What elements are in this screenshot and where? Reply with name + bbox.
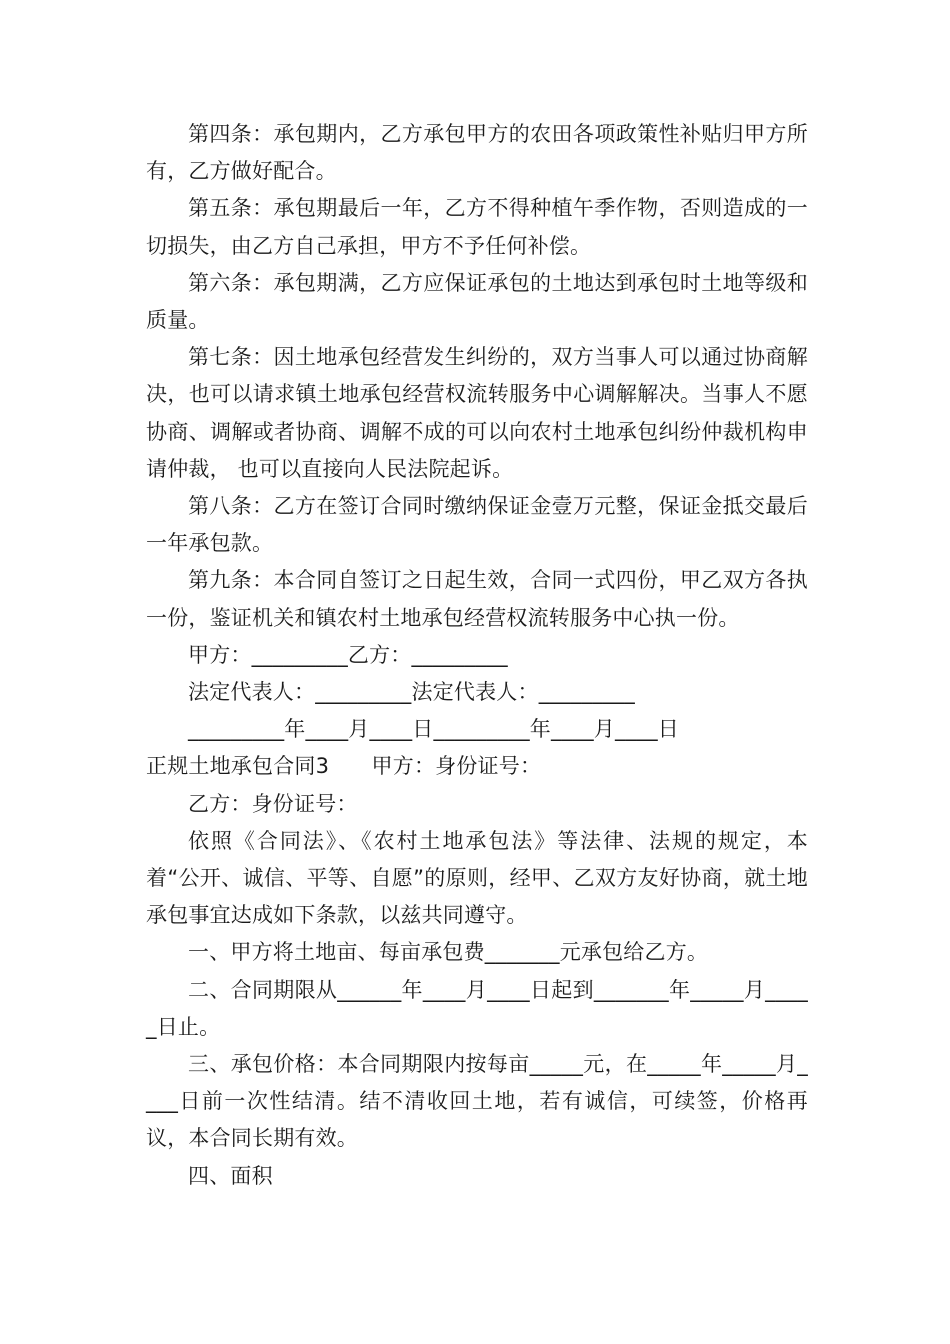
signature-dates-line: _________年____月____日_________年____月____日: [188, 717, 679, 742]
clause-5: 第五条：承包期最后一年，乙方不得种植午季作物，否则造成的一切损失，由乙方自己承担，甲方不予任何补偿。: [146, 196, 808, 258]
clause-7: 第七条：因土地承包经营发生纠纷的，双方当事人可以通过协商解决，也可以请求镇土地承包经营权流转服务中心调解解决。当事人不愿协商、调解或者协商、调解不成的可以向农村土地承包纠纷仲裁机构申请仲裁， 也可以直接向人民法院起诉。: [146, 345, 808, 481]
section-3: 三、承包价格：本合同期限内按每亩_____元，在_____年_____月____日前一次性结清。结不清收回土地，若有诚信，可续签，价格再议，本合同长期有效。: [146, 1052, 808, 1151]
clause-8: 第八条：乙方在签订合同时缴纳保证金壹万元整，保证金抵交最后一年承包款。: [146, 494, 808, 556]
clause-4: 第四条：承包期内，乙方承包甲方的农田各项政策性补贴归甲方所有，乙方做好配合。: [146, 122, 808, 184]
party-b-id-line: 乙方：身份证号：: [188, 791, 358, 816]
signature-representatives-line: 法定代表人：_________法定代表人：_________: [188, 680, 635, 705]
section-2: 二、合同期限从______年____月____日起到_______年_____月_____日止。: [146, 977, 808, 1039]
contract-3-heading-line: 正规土地承包合同3 甲方：身份证号：: [146, 754, 542, 779]
section-1: 一、甲方将土地亩、每亩承包费_______元承包给乙方。: [188, 940, 709, 965]
section-4: 四、面积: [188, 1163, 273, 1188]
contract-document: [146, 116, 808, 1195]
preamble: 依照《合同法》、《农村土地承包法》等法律、法规的规定，本着“公开、诚信、平等、自愿”的原则，经甲、乙双方友好协商，就土地承包事宜达成如下条款，以兹共同遵守。: [146, 828, 808, 928]
signature-parties-line: 甲方：_________乙方：_________: [188, 642, 508, 667]
clause-6: 第六条：承包期满，乙方应保证承包的土地达到承包时土地等级和质量。: [146, 270, 808, 333]
clause-9: 第九条：本合同自签订之日起生效，合同一式四份，甲乙双方各执一份，鉴证机关和镇农村土地承包经营权流转服务中心执一份。: [146, 568, 808, 630]
